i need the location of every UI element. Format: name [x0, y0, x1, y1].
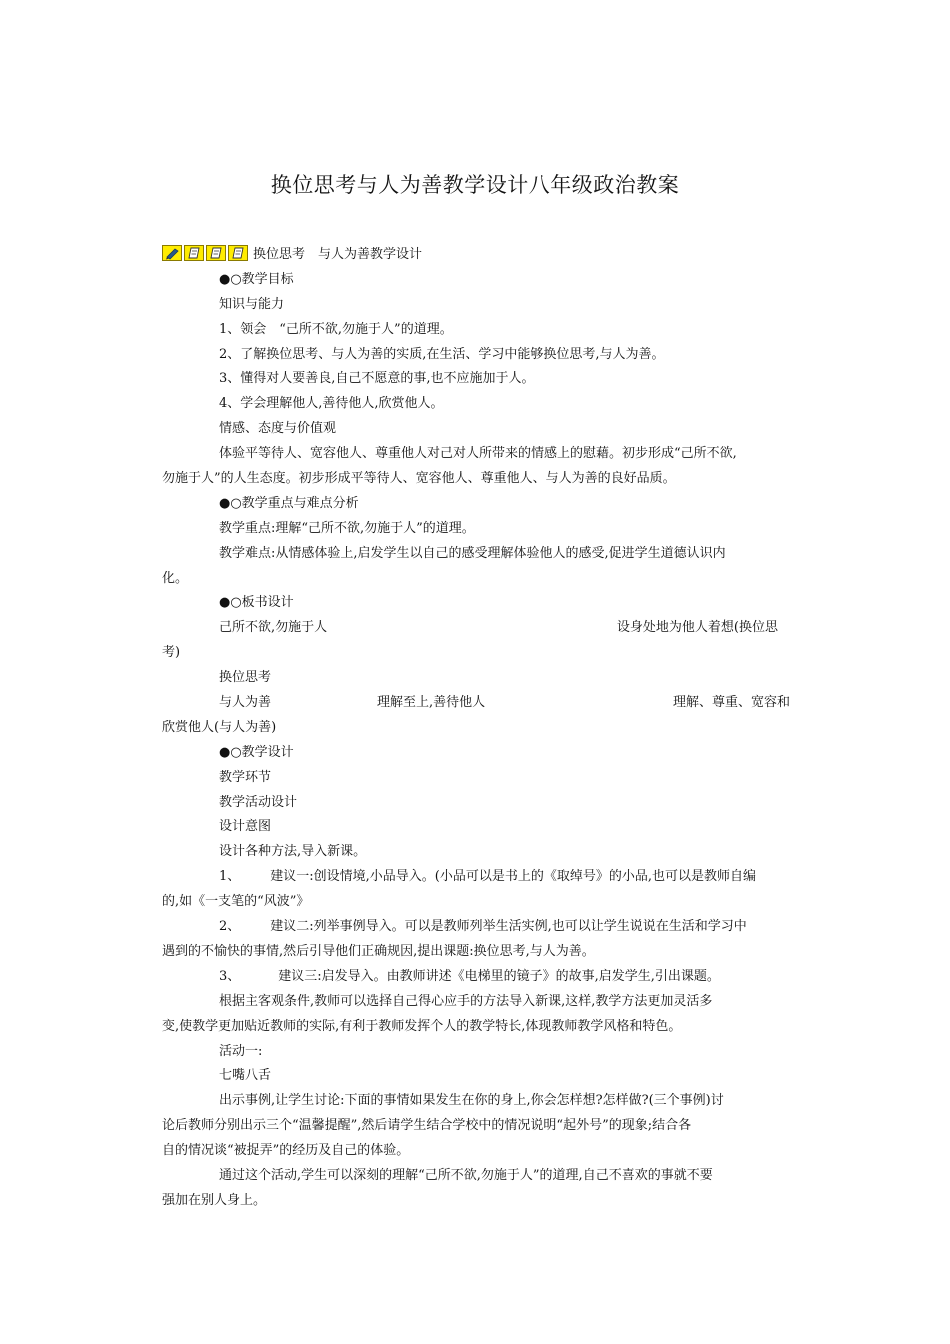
goal-item: 2、了解换位思考、与人为善的实质,在生活、学习中能够换位思考,与人为善。	[219, 346, 665, 362]
paragraph-line: 论后教师分别出示三个“温馨提醒”,然后请学生结合学校中的情况说明“起外号”的现象;结合各	[162, 1118, 692, 1134]
document-body	[162, 243, 790, 1214]
scroll-icon	[184, 245, 204, 261]
suggestion-number: 3、	[219, 968, 241, 984]
board-cell: 理解至上,善待他人	[377, 695, 486, 711]
section-heading-board: ●○板书设计	[219, 595, 294, 611]
intro-text: 换位思考 与人为善教学设计	[253, 247, 423, 262]
paragraph-line: 的,如《一支笔的“风波”》	[162, 894, 310, 910]
board-row	[162, 691, 790, 716]
suggestion-text: 建议一:创设情境,小品导入。(小品可以是书上的《取绰号》的小品,也可以是教师自编	[270, 869, 756, 885]
suggestion-number: 1、	[219, 869, 241, 885]
suggestion-item	[162, 965, 790, 990]
goal-item: 4、学会理解他人,善待他人,欣赏他人。	[219, 396, 444, 412]
activity-name: 七嘴八舌	[219, 1068, 272, 1084]
section-heading-key-points: ●○教学重点与难点分析	[219, 495, 359, 511]
design-column-label: 教学环节	[219, 769, 272, 785]
suggestion-text: 建议二:列举事例导入。可以是教师列举生活实例,也可以让学生说说在生活和学习中	[270, 919, 747, 935]
paragraph-line: 强加在别人身上。	[162, 1192, 267, 1208]
suggestion-number: 2、	[219, 919, 241, 935]
section-heading-design: ●○教学设计	[219, 744, 294, 760]
paragraph-line: 变,使教学更加贴近教师的实际,有利于教师发挥个人的教学特长,体现教师教学风格和特色。	[162, 1018, 682, 1034]
board-cell: 设身处地为他人着想(换位思	[616, 620, 778, 636]
paragraph-line: 自的情况谈“被捉弄”的经历及自己的体验。	[162, 1143, 410, 1159]
suggestion-item	[162, 865, 790, 890]
board-cell: 理解、尊重、宽容和	[673, 695, 790, 711]
board-row: 换位思考	[219, 670, 272, 686]
paragraph-line: 通过这个活动,学生可以深刻的理解“己所不欲,勿施于人”的道理,自己不喜欢的事就不要	[219, 1167, 713, 1183]
paragraph-line: 化。	[162, 570, 189, 586]
activity-heading: 活动一:	[219, 1043, 263, 1059]
pencil-icon	[162, 245, 182, 261]
paragraph-line: 根据主客观条件,教师可以选择自己得心应手的方法导入新课,这样,教学方法更加灵活多	[219, 993, 713, 1009]
design-column-label: 设计意图	[219, 819, 272, 835]
paragraph-line: 出示事例,让学生讨论:下面的事情如果发生在你的身上,你会怎样想?怎样做?(三个事例)讨	[219, 1093, 724, 1109]
paragraph-line: 教学难点:从情感体验上,启发学生以自己的感受理解体验他人的感受,促进学生道德认识内	[219, 545, 726, 561]
paragraph-line: 考)	[162, 645, 181, 661]
scroll-icon	[206, 245, 226, 261]
subheading-emotion: 情感、态度与价值观	[219, 421, 337, 437]
board-cell: 与人为善	[219, 695, 272, 711]
intro-line	[162, 243, 790, 268]
goal-item: 3、懂得对人要善良,自己不愿意的事,也不应施加于人。	[219, 371, 535, 387]
suggestion-text: 建议三:启发导入。由教师讲述《电梯里的镜子》的故事,启发学生,引出课题。	[278, 968, 720, 984]
paragraph-line: 勿施于人”的人生态度。初步形成平等待人、宽容他人、尊重他人、与人为善的良好品质。	[162, 471, 676, 487]
decorative-icon-strip	[162, 245, 250, 261]
board-row	[162, 616, 790, 641]
suggestion-item	[162, 915, 790, 940]
board-cell: 己所不欲,勿施于人	[219, 620, 328, 636]
subheading-knowledge: 知识与能力	[219, 296, 285, 312]
goal-item: 1、领会 “己所不欲,勿施于人”的道理。	[219, 321, 453, 337]
paragraph-line: 欣赏他人(与人为善)	[162, 719, 277, 735]
key-point: 教学重点:理解“己所不欲,勿施于人”的道理。	[219, 520, 475, 536]
scroll-icon	[228, 245, 248, 261]
section-heading-goals: ●○教学目标	[219, 271, 294, 287]
page-title: 换位思考与人为善教学设计八年级政治教案	[270, 173, 680, 197]
paragraph-line: 遇到的不愉快的事情,然后引导他们正确规因,提出课题:换位思考,与人为善。	[162, 943, 595, 959]
paragraph-line: 体验平等待人、宽容他人、尊重他人对己对人所带来的情感上的慰藉。初步形成“己所不欲,	[219, 446, 737, 462]
design-column-label: 教学活动设计	[219, 794, 298, 810]
paragraph-line: 设计各种方法,导入新课。	[219, 844, 367, 860]
